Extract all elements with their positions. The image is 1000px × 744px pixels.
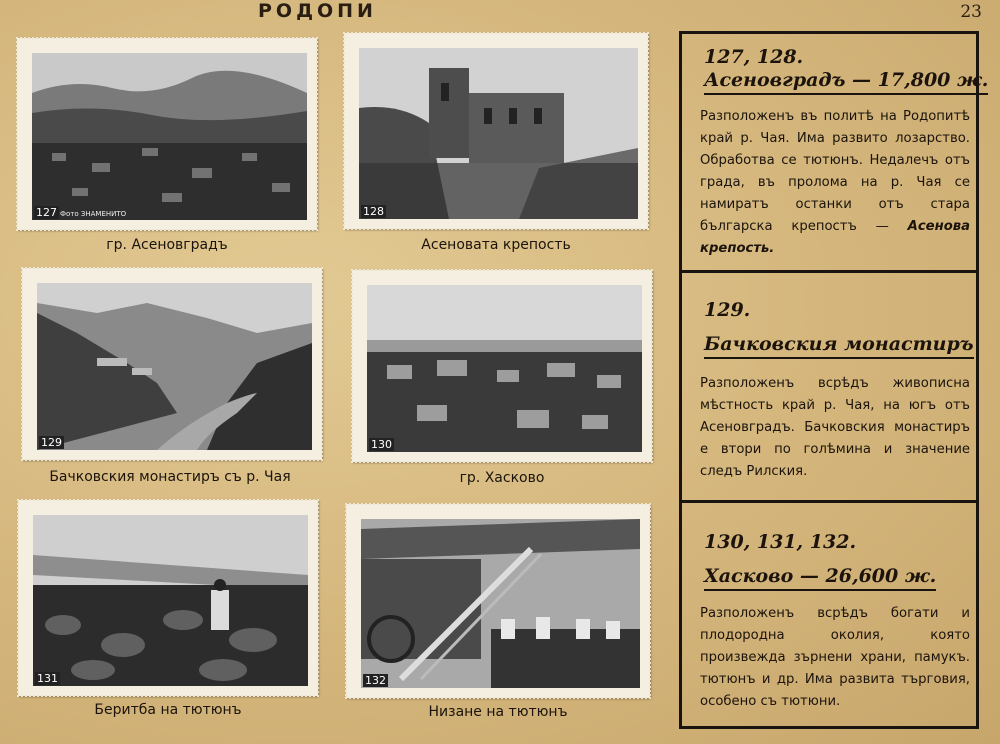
section-asenovgrad [682,34,989,272]
caption-128: Асеновата крепость [421,237,571,253]
stamp-132 [346,504,650,698]
section-body: Разположенъ всрѣдъ живописна мѣстность край р. Чая, на югъ отъ Асеновградъ. Бачковския монастиръ е втори по голѣмина и значение следъ Рилския. [700,376,970,479]
page-number: 23 [960,2,982,22]
photo-asenovgrad-town [32,53,307,220]
caption-127: гр. Асеновградъ [106,237,228,253]
photo-tobacco-harvest [33,515,308,686]
caption-131: Беритба на тютюнъ [94,702,242,718]
photo-tobacco-stringing [361,519,640,688]
section-haskovo [682,503,976,729]
section-body: Разположенъ всрѣдъ богати и плодородна околия, която произвежда зърнени храни, памукъ. тютюнъ и др. Има развита търговия, особено съ тютюни. [700,606,970,709]
photo-number: 131 [37,672,58,685]
info-panel [679,31,989,729]
photo-number: 129 [41,436,62,449]
photo-number: 132 [365,674,386,687]
section-numbers: 127, 128. [704,46,804,68]
stamp-127 [17,38,317,230]
stamp-129 [22,268,322,460]
section-numbers: 129. [704,299,751,321]
photo-credit: Фото ЗНАМЕНИТО [60,210,127,218]
section-emphasis: Асенова крепость. [700,219,970,256]
photo-bachkovo-monastery [37,283,312,450]
section-numbers: 130, 131, 132. [704,531,857,553]
caption-130: гр. Хасково [459,470,545,486]
section-title: Бачковския монастиръ [704,333,974,359]
photo-asen-fortress [359,48,638,219]
stamp-130 [352,270,652,462]
section-title: Асеновградъ — 17,800 ж. [704,69,988,95]
stamp-131 [18,500,318,696]
section-bachkovo [682,273,976,501]
photo-number: 130 [371,438,392,451]
photo-number: 127 [36,206,57,219]
caption-132: Низане на тютюнъ [428,704,568,720]
photo-number: 128 [363,205,384,218]
section-body: Разположенъ въ политѣ на Родопитѣ край р. Чая. Има развито лозарство. Обработва се тютюнъ. Недалечъ отъ града, въ пролома на р. Чая се намиратъ останки отъ стара българска крепостъ — Асенова крепость. [700,109,970,256]
page-title: РОДОПИ [258,0,377,22]
stamp-128 [344,33,648,229]
section-title: Хасково — 26,600 ж. [704,565,936,591]
caption-129: Бачковския монастиръ съ р. Чая [49,469,291,485]
photo-haskovo-town [367,285,642,452]
